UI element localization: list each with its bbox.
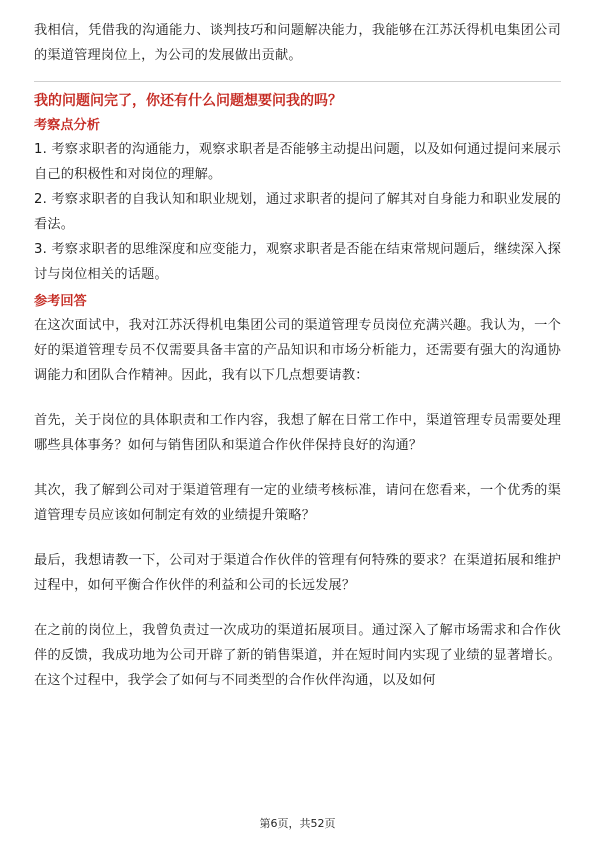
- list-item: 3. 考察求职者的思维深度和应变能力，观察求职者是否能在结束常规问题后，继续深入探讨与岗位相关的话题。: [34, 242, 561, 282]
- section-divider: [34, 81, 561, 82]
- interview-question: 我的问题问完了，你还有什么问题想要问我的吗？: [34, 93, 342, 109]
- analysis-list: [34, 137, 561, 287]
- document-page: [34, 18, 561, 693]
- answer-paragraph: 在这次面试中，我对江苏沃得机电集团公司的渠道管理专员岗位充满兴趣。我认为，一个好的渠道管理专员不仅需要具备丰富的产品知识和市场分析能力，还需要有强大的沟通协调能力和团队合作精神。因此，我有以下几点想要请教：: [34, 318, 561, 383]
- answer-paragraph: 其次，我了解到公司对于渠道管理有一定的业绩考核标准，请问在您看来，一个优秀的渠道管理专员应该如何制定有效的业绩提升策略？: [34, 483, 561, 523]
- page-number: 第6页，共52页: [259, 817, 336, 830]
- list-item: 2. 考察求职者的自我认知和职业规划，通过求职者的提问了解其对自身能力和职业发展的看法。: [34, 192, 561, 232]
- answer-paragraph: 最后，我想请教一下，公司对于渠道合作伙伴的管理有何特殊的要求？在渠道拓展和维护过程中，如何平衡合作伙伴的利益和公司的长远发展？: [34, 553, 561, 593]
- analysis-heading: 考察点分析: [34, 118, 100, 133]
- list-item: 1. 考察求职者的沟通能力，观察求职者是否能够主动提出问题，以及如何通过提问来展示自己的积极性和对岗位的理解。: [34, 142, 561, 182]
- answer-heading: 参考回答: [34, 294, 87, 309]
- intro-paragraph: 我相信，凭借我的沟通能力、谈判技巧和问题解决能力，我能够在江苏沃得机电集团公司的渠道管理岗位上，为公司的发展做出贡献。: [34, 23, 561, 63]
- answer-paragraph: 在之前的岗位上，我曾负责过一次成功的渠道拓展项目。通过深入了解市场需求和合作伙伴的反馈，我成功地为公司开辟了新的销售渠道，并在短时间内实现了业绩的显著增长。在这个过程中，我学会了如何与不同类型的合作伙伴沟通，以及如何: [34, 623, 561, 688]
- answer-paragraph: 首先，关于岗位的具体职责和工作内容，我想了解在日常工作中，渠道管理专员需要处理哪些具体事务？如何与销售团队和渠道合作伙伴保持良好的沟通？: [34, 413, 561, 453]
